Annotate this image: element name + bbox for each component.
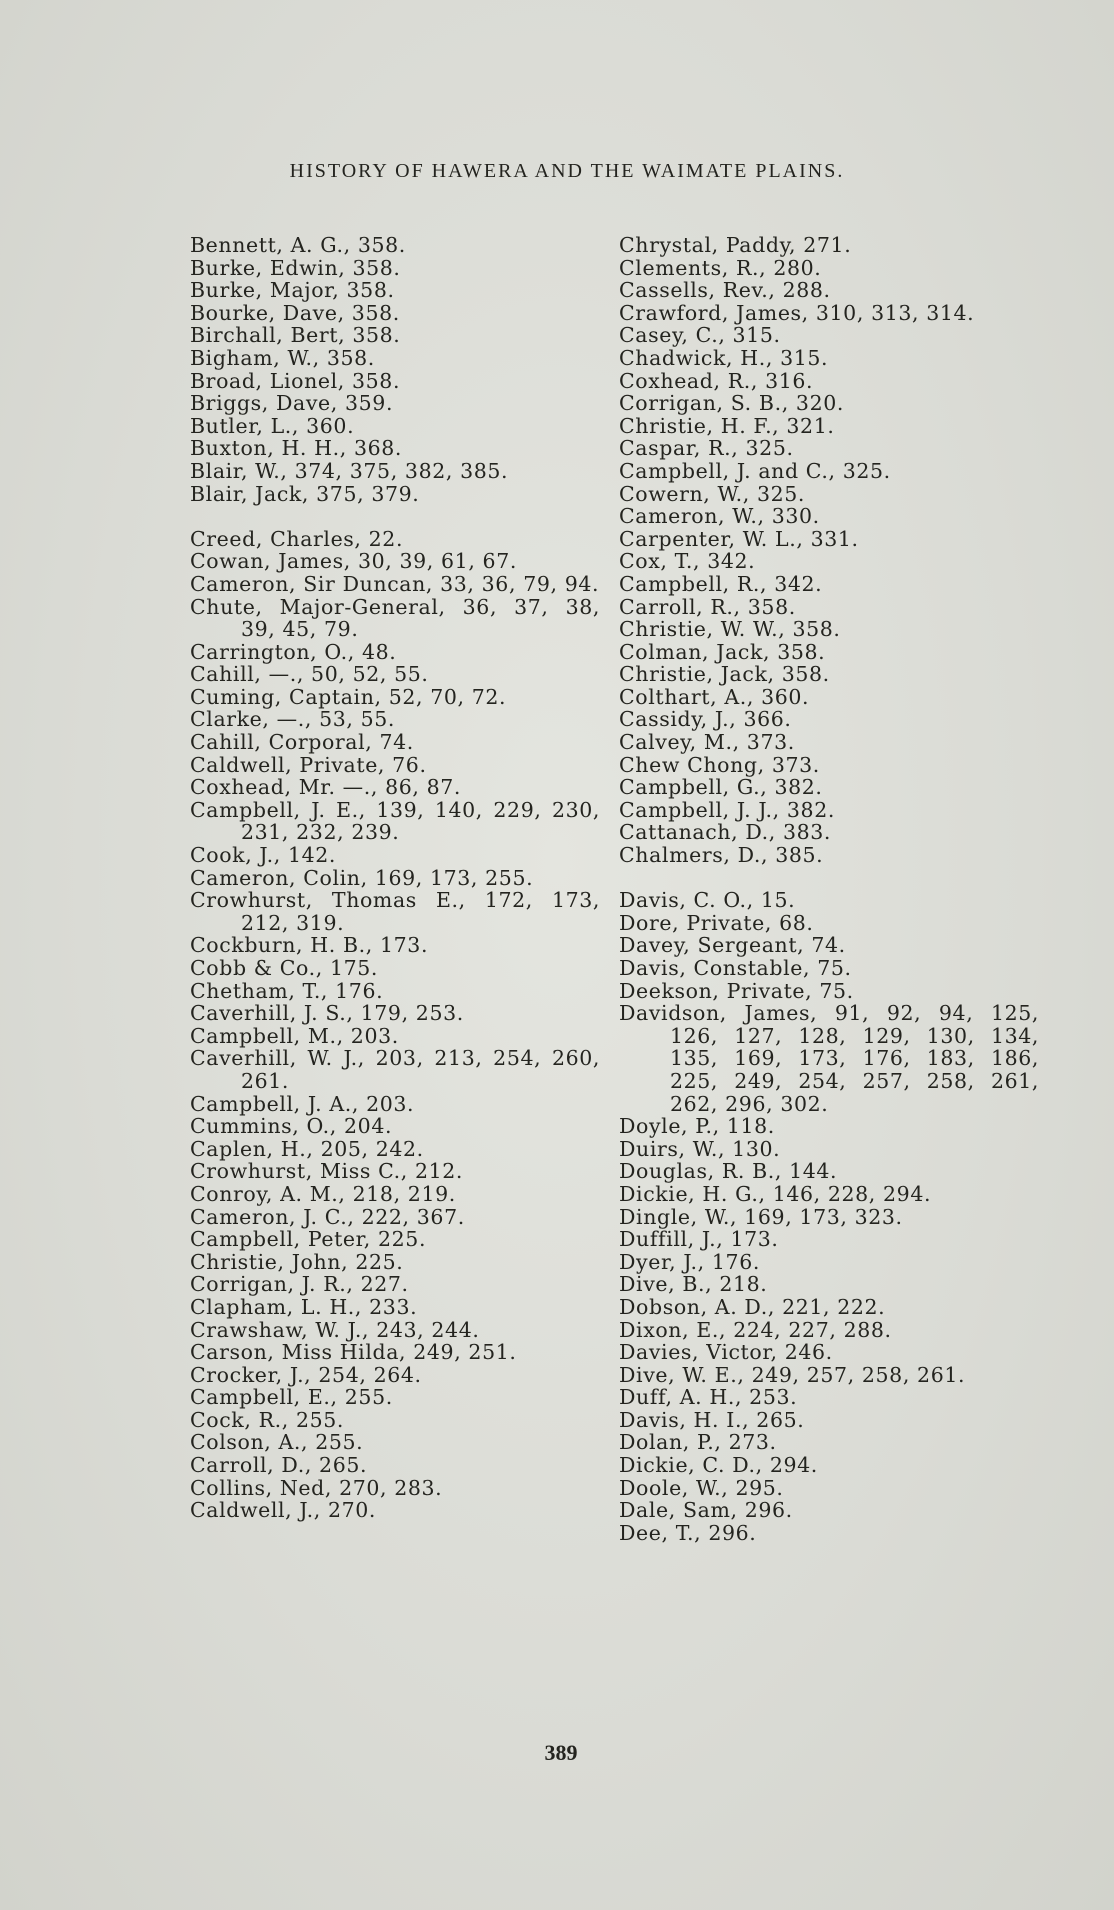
index-entry: Calvey, M., 373. [619, 730, 795, 755]
index-entry: Dingle, W., 169, 173, 323. [619, 1204, 903, 1229]
index-entry: Cahill, —., 50, 52, 55. [190, 662, 429, 687]
index-entry: Davidson, James, 91, 92, 94, 125, 126, 127, 128, 129, 130, 134, 135, 169, 173, 176, 183, 186, 225, 249, 254, 257, 258, 261, 262, 296, 302. [619, 1001, 1039, 1116]
index-entry: Chadwick, H., 315. [619, 345, 829, 370]
page-number: 389 [544, 1740, 578, 1765]
index-entry: Cuming, Captain, 52, 70, 72. [190, 684, 507, 709]
index-entry: Davis, Constable, 75. [619, 956, 852, 980]
running-head: HISTORY OF HAWERA AND THE WAIMATE PLAINS. [289, 160, 845, 182]
index-entry: Cattanach, D., 383. [619, 820, 832, 845]
index-entry: Caverhill, W. J., 203, 213, 254, 260, 261. [190, 1046, 600, 1093]
index-entry: Creed, Charles, 22. [190, 526, 404, 551]
index-entry: Campbell, J. E., 139, 140, 229, 230, 231, 232, 239. [190, 797, 600, 845]
index-entry: Caldwell, Private, 76. [190, 752, 427, 777]
index-entry: Dive, W. E., 249, 257, 258, 261. [619, 1362, 966, 1387]
index-entry: Cowan, James, 30, 39, 61, 67. [190, 549, 517, 574]
index-entry: Corrigan, S. B., 320. [619, 391, 844, 416]
index-entry: Broad, Lionel, 358. [190, 368, 401, 393]
index-letter-group [190, 528, 600, 1522]
index-entry: Crawshaw, W. J., 243, 244. [190, 1317, 480, 1342]
index-entry: Dobson, A. D., 221, 222. [619, 1294, 886, 1319]
index-entry: Davey, Sergeant, 74. [619, 933, 846, 958]
index-entry: Blair, W., 374, 375, 382, 385. [190, 458, 509, 483]
index-entry: Cook, J., 142. [190, 843, 337, 868]
index-entry: Carroll, D., 265. [190, 1453, 368, 1478]
index-entry: Duffill, J., 173. [619, 1227, 779, 1252]
index-entry: Chew Chong, 373. [619, 752, 820, 777]
index-entry: Carpenter, W. L., 331. [619, 526, 859, 551]
index-entry: Chute, Major-General, 36, 37, 38, 39, 45, 79. [190, 594, 600, 642]
index-entry: Campbell, R., 342. [619, 571, 823, 596]
index-entry: Briggs, Dave, 359. [190, 391, 394, 416]
index-entry: Chetham, T., 176. [190, 978, 384, 1003]
index-entry: Doole, W., 295. [619, 1475, 784, 1500]
index-entry: Campbell, J. A., 203. [190, 1091, 415, 1116]
index-entry: Carson, Miss Hilda, 249, 251. [190, 1340, 517, 1365]
index-entry: Campbell, G., 382. [619, 775, 823, 800]
index-entry: Campbell, E., 255. [190, 1385, 393, 1410]
index-entry: Cowern, W., 325. [619, 481, 806, 506]
index-entry: Cameron, W., 330. [619, 504, 820, 529]
index-entry: Burke, Major, 358. [190, 278, 395, 303]
index-entry: Caldwell, J., 270. [190, 1498, 377, 1523]
index-entry: Colson, A., 255. [190, 1430, 364, 1455]
index-letter-group [619, 234, 1039, 867]
index-entry: Colthart, A., 360. [619, 684, 810, 709]
index-entry: Blair, Jack, 375, 379. [190, 481, 420, 506]
index-entry: Cockburn, H. B., 173. [190, 933, 429, 958]
index-entry: Dickie, H. G., 146, 228, 294. [619, 1181, 932, 1206]
index-column-right [619, 234, 1039, 1544]
index-entry: Campbell, J. and C., 325. [619, 458, 891, 483]
index-entry: Crowhurst, Miss C., 212. [190, 1159, 464, 1184]
index-entry: Bourke, Dave, 358. [190, 300, 400, 325]
index-entry: Campbell, Peter, 225. [190, 1227, 427, 1252]
index-entry: Deekson, Private, 75. [619, 978, 854, 1003]
index-entry: Dyer, J., 176. [619, 1249, 760, 1274]
index-entry: Davis, H. I., 265. [619, 1407, 805, 1432]
index-entry: Carrington, O., 48. [190, 639, 397, 664]
index-entry: Collins, Ned, 270, 283. [190, 1475, 443, 1500]
index-column-left [190, 234, 600, 1522]
index-entry: Carroll, R., 358. [619, 594, 796, 619]
index-entry: Caverhill, J. S., 179, 253. [190, 1001, 464, 1026]
index-entry: Cameron, Colin, 169, 173, 255. [190, 865, 534, 890]
index-entry: Dore, Private, 68. [619, 910, 814, 935]
index-entry: Chrystal, Paddy, 271. [619, 233, 852, 257]
index-entry: Cassidy, J., 366. [619, 707, 792, 732]
index-entry: Douglas, R. B., 144. [619, 1159, 838, 1184]
index-entry: Cahill, Corporal, 74. [190, 730, 414, 755]
index-entry: Butler, L., 360. [190, 413, 355, 438]
index-letter-group [619, 889, 1039, 1544]
index-entry: Coxhead, Mr. —., 86, 87. [190, 775, 462, 800]
index-entry: Davies, Victor, 246. [619, 1340, 833, 1365]
index-entry: Christie, Jack, 358. [619, 662, 830, 687]
index-entry: Crowhurst, Thomas E., 172, 173, 212, 319. [190, 888, 600, 935]
index-entry: Bennett, A. G., 358. [190, 233, 406, 257]
index-entry: Cox, T., 342. [619, 549, 756, 574]
index-entry: Conroy, A. M., 218, 219. [190, 1181, 456, 1206]
index-entry: Doyle, P., 118. [619, 1114, 775, 1139]
index-entry: Crocker, J., 254, 264. [190, 1362, 422, 1387]
index-entry: Christie, W. W., 358. [619, 617, 841, 642]
index-entry: Campbell, J. J., 382. [619, 797, 835, 822]
index-entry: Cameron, J. C., 222, 367. [190, 1204, 465, 1229]
index-entry: Casey, C., 315. [619, 323, 781, 348]
index-entry: Coxhead, R., 316. [619, 368, 814, 393]
index-entry: Corrigan, J. R., 227. [190, 1272, 409, 1297]
group-separator [619, 867, 1039, 890]
index-entry: Burke, Edwin, 358. [190, 255, 401, 280]
index-entry: Dale, Sam, 296. [619, 1498, 793, 1523]
index-entry: Chalmers, D., 385. [619, 843, 824, 868]
index-entry: Dickie, C. D., 294. [619, 1453, 818, 1478]
index-entry: Christie, H. F., 321. [619, 413, 835, 438]
index-entry: Bigham, W., 358. [190, 345, 375, 370]
index-entry: Cummins, O., 204. [190, 1114, 393, 1139]
index-entry: Dive, B., 218. [619, 1272, 768, 1297]
index-entry: Caplen, H., 205, 242. [190, 1136, 424, 1161]
index-entry: Buxton, H. H., 368. [190, 436, 403, 461]
index-entry: Dolan, P., 273. [619, 1430, 777, 1455]
index-entry: Dixon, E., 224, 227, 288. [619, 1317, 892, 1342]
index-entry: Cassells, Rev., 288. [619, 278, 831, 303]
index-entry: Cock, R., 255. [190, 1407, 344, 1432]
index-entry: Duirs, W., 130. [619, 1136, 781, 1161]
index-entry: Clements, R., 280. [619, 255, 822, 280]
index-letter-group [190, 234, 600, 505]
group-separator [190, 505, 600, 528]
index-entry: Clarke, —., 53, 55. [190, 707, 396, 732]
index-entry: Caspar, R., 325. [619, 436, 794, 461]
index-entry: Christie, John, 225. [190, 1249, 404, 1274]
index-entry: Colman, Jack, 358. [619, 639, 826, 664]
index-entry: Crawford, James, 310, 313, 314. [619, 300, 975, 325]
index-entry: Campbell, M., 203. [190, 1023, 399, 1048]
index-entry: Cameron, Sir Duncan, 33, 36, 79, 94. [190, 571, 600, 596]
index-entry: Dee, T., 296. [619, 1520, 757, 1545]
index-entry: Cobb & Co., 175. [190, 956, 379, 980]
index-entry: Birchall, Bert, 358. [190, 323, 401, 348]
index-entry: Clapham, L. H., 233. [190, 1294, 418, 1319]
index-entry: Davis, C. O., 15. [619, 888, 796, 913]
index-entry: Duff, A. H., 253. [619, 1385, 798, 1410]
